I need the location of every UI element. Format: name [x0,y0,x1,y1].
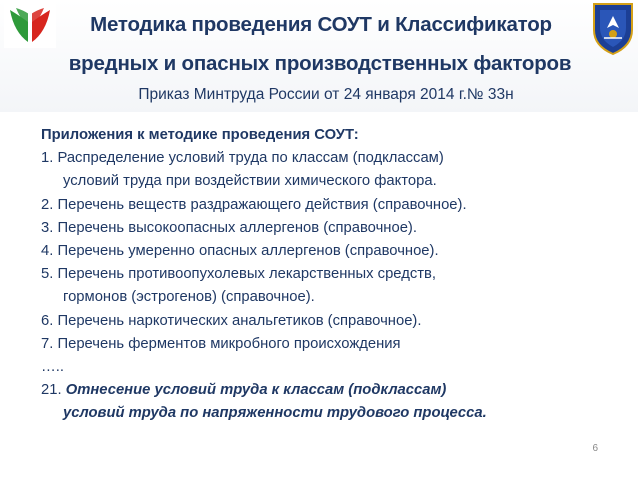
subtitle: Приказ Минтруда России от 24 января 2014 г.№ 33н [138,86,514,103]
list-item: 5. Перечень противоопухолевых лекарственных средств, [41,266,436,283]
list-item: 1. Распределение условий труда по классам (подклассам) [41,150,444,167]
page-number: 6 [592,443,598,454]
list-item: 2. Перечень веществ раздражающего действия (справочное). [41,196,467,213]
title-line-1: Методика проведения СОУТ и Классификатор [90,13,552,36]
emblem-shield-icon [590,0,636,56]
list-item-text: Отнесение условий труда к классам (подклассам) [65,382,447,399]
list-item: 3. Перечень высокоопасных аллергенов (справочное). [41,219,417,236]
list-item-number: 21. [41,382,62,399]
content-list [41,124,631,426]
list-ellipsis: ….. [41,359,65,376]
list-heading: Приложения к методике проведения СОУТ: [41,127,359,143]
list-item: 6. Перечень наркотических анальгетиков (справочное). [41,312,422,329]
list-item: 7. Перечень ферментов микробного происхождения [41,335,401,352]
title-line-2: вредных и опасных производственных факторов [68,52,572,75]
list-item-last [41,379,631,402]
list-item: 4. Перечень умеренно опасных аллергенов (справочное). [41,243,439,260]
book-logo-icon [4,2,56,48]
list-item-continuation: условий труда при воздействии химического фактора. [63,173,437,190]
slide-header [0,0,638,112]
list-item-continuation: гормонов (эстрогенов) (справочное). [63,289,315,306]
list-item-continuation: условий труда по напряженности трудового процесса. [63,405,487,422]
